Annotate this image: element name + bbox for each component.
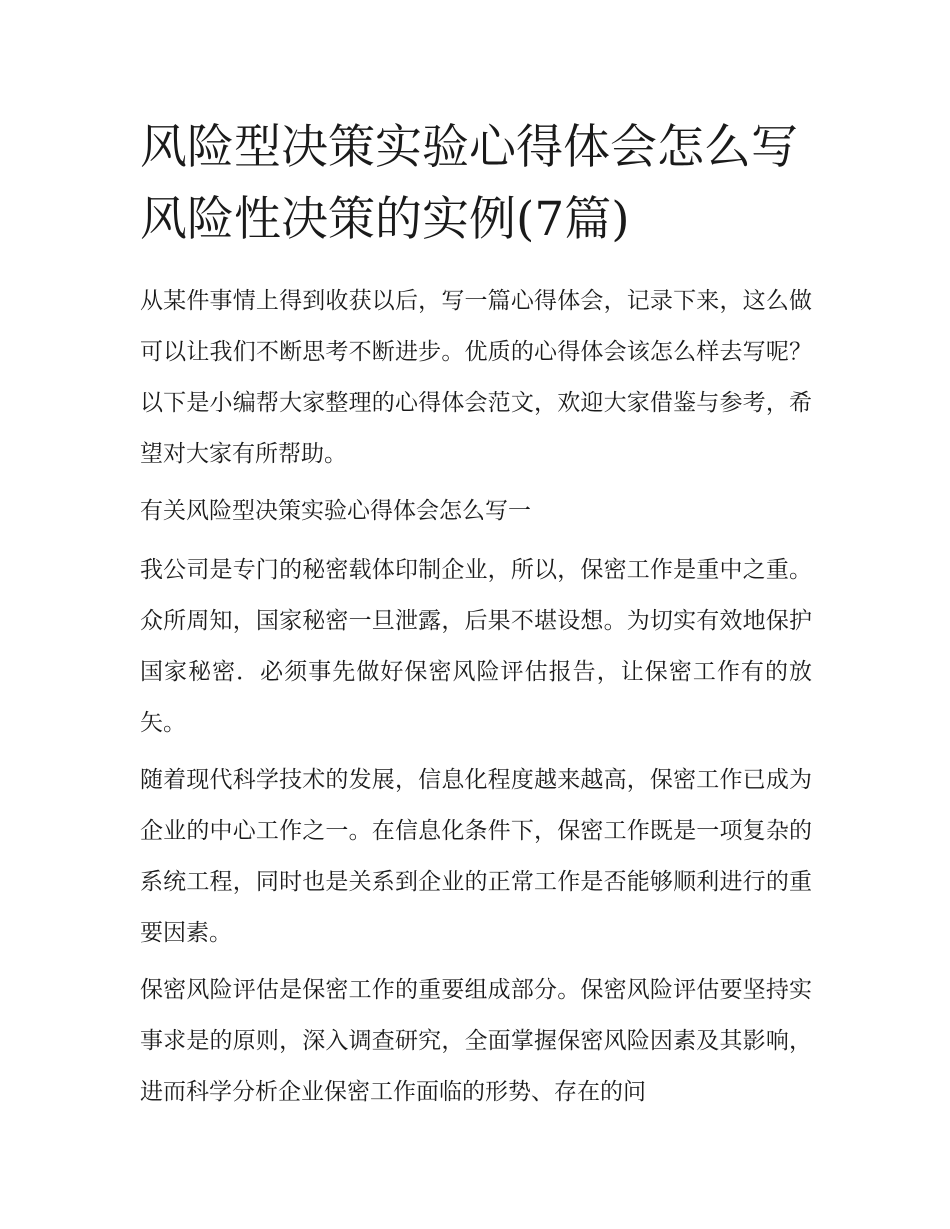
- intro-paragraph: 从某件事情上得到收获以后，写一篇心得体会，记录下来，这么做可以让我们不断思考不断进步。优质的心得体会该怎么样去写呢？以下是小编帮大家整理的心得体会范文，欢迎大家借鉴与参考，希望对大家有所帮助。: [140, 288, 812, 467]
- body-paragraph: 我公司是专门的秘密载体印制企业，所以，保密工作是重中之重。众所周知，国家秘密一旦泄露，后果不堪设想。为切实有效地保护国家秘密．必须事先做好保密风险评估报告，让保密工作有的放矢。: [140, 557, 812, 736]
- document-body: [140, 112, 812, 1124]
- body-paragraph: 保密风险评估是保密工作的重要组成部分。保密风险评估要坚持实事求是的原则，深入调查研究，全面掌握保密风险因素及其影响，进而科学分析企业保密工作面临的形势、存在的问: [140, 977, 812, 1105]
- document-title: 风险型决策实验心得体会怎么写 风险性决策的实例(7篇): [140, 120, 798, 247]
- section-heading: 有关风险型决策实验心得体会怎么写一: [140, 498, 531, 524]
- body-paragraph: 随着现代科学技术的发展，信息化程度越来越高，保密工作已成为企业的中心工作之一。在信息化条件下，保密工作既是一项复杂的系统工程，同时也是关系到企业的正常工作是否能够顺利进行的重要因素。: [140, 767, 812, 946]
